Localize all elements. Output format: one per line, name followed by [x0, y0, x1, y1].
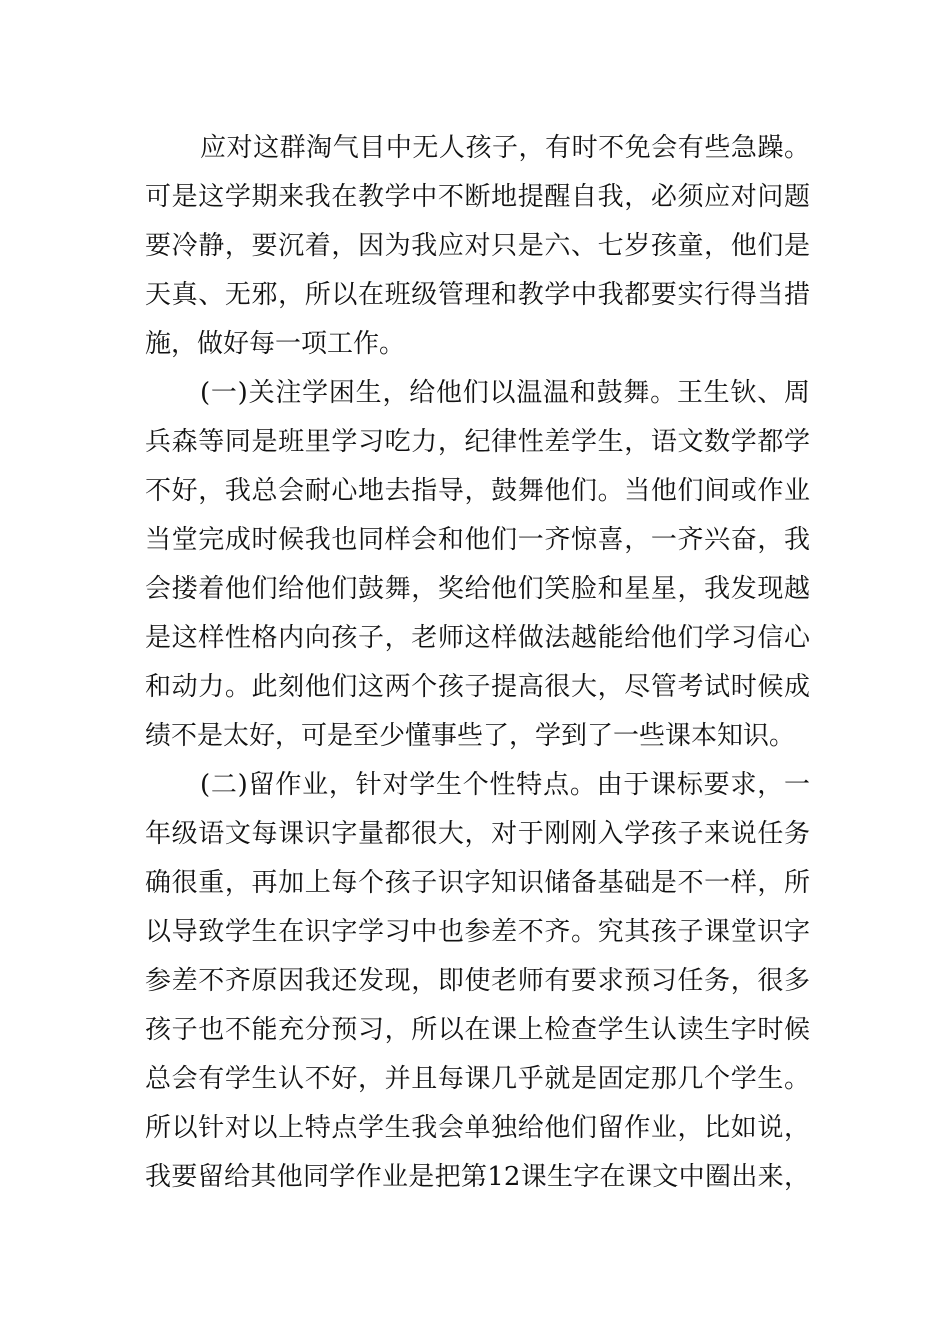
- text-line: 当堂完成时候我也同样会和他们一齐惊喜，一齐兴奋，我: [145, 525, 810, 555]
- text-line: 我要留给其他同学作业是把第12课生字在课文中圈出来，: [145, 1162, 810, 1192]
- text-line: 所以针对以上特点学生我会单独给他们留作业，比如说，: [145, 1113, 810, 1143]
- text-line: 以导致学生在识字学习中也参差不齐。究其孩子课堂识字: [145, 917, 810, 947]
- text-line: 参差不齐原因我还发现，即使老师有要求预习任务，很多: [145, 966, 810, 996]
- text-line: 天真、无邪，所以在班级管理和教学中我都要实行得当措: [145, 280, 810, 310]
- text-line: 不好，我总会耐心地去指导，鼓舞他们。当他们间或作业: [145, 476, 810, 506]
- text-line: (二)留作业，针对学生个性特点。由于课标要求，一: [200, 770, 810, 800]
- text-line: 施，做好每一项工作。: [145, 329, 406, 359]
- text-line: 兵森等同是班里学习吃力，纪律性差学生，语文数学都学: [145, 427, 810, 457]
- text-line: 孩子也不能充分预习，所以在课上检查学生认读生字时候: [145, 1015, 810, 1045]
- text-line: 可是这学期来我在教学中不断地提醒自我，必须应对问题: [145, 182, 810, 212]
- text-line: 年级语文每课识字量都很大，对于刚刚入学孩子来说任务: [145, 819, 810, 849]
- text-line: 会搂着他们给他们鼓舞，奖给他们笑脸和星星，我发现越: [145, 574, 810, 604]
- text-line: 绩不是太好，可是至少懂事些了，学到了一些课本知识。: [145, 721, 796, 751]
- text-line: 是这样性格内向孩子，老师这样做法越能给他们学习信心: [145, 623, 810, 653]
- text-line: (一)关注学困生，给他们以温温和鼓舞。王生钬、周: [200, 378, 810, 408]
- document-body: [145, 124, 810, 1202]
- text-line: 要冷静，要沉着，因为我应对只是六、七岁孩童，他们是: [145, 231, 810, 261]
- text-line: 应对这群淘气目中无人孩子，有时不免会有些急躁。: [200, 133, 810, 163]
- text-line: 总会有学生认不好，并且每课几乎就是固定那几个学生。: [145, 1064, 810, 1094]
- text-line: 确很重，再加上每个孩子识字知识储备基础是不一样，所: [145, 868, 810, 898]
- text-line: 和动力。此刻他们这两个孩子提高很大，尽管考试时候成: [145, 672, 810, 702]
